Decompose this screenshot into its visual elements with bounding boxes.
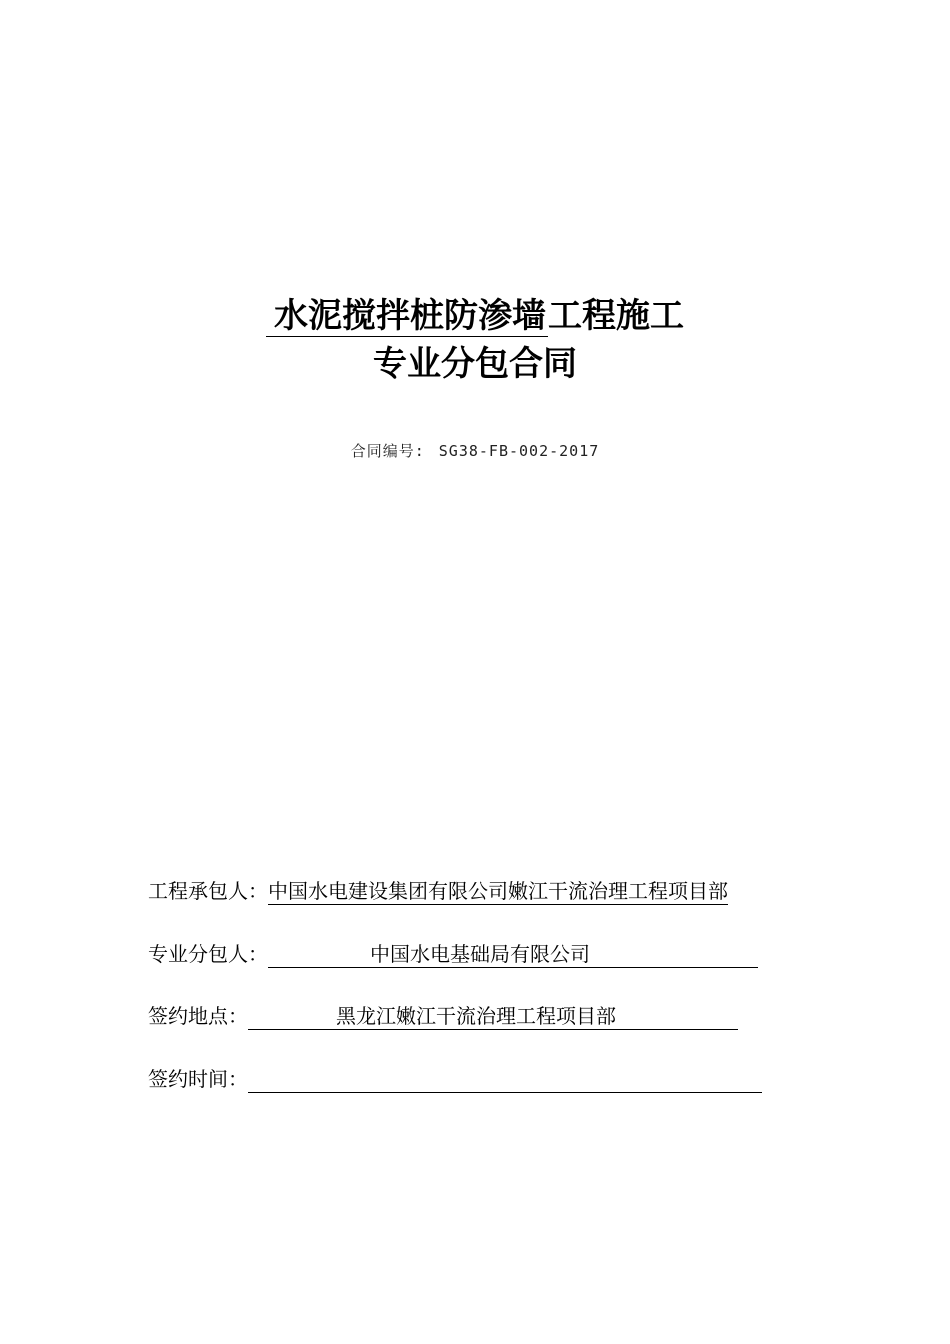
subcontractor-field <box>148 940 758 968</box>
signing-time-label: 签约时间： <box>148 1067 248 1091</box>
signing-time-blank <box>248 1070 762 1093</box>
signing-time-field <box>148 1065 762 1093</box>
signing-place-value-line <box>248 1003 738 1030</box>
document-subtitle: 专业分包合同 <box>373 344 577 384</box>
contractor-field <box>148 877 728 905</box>
contractor-label: 工程承包人： <box>148 879 268 903</box>
document-title <box>0 294 950 338</box>
subcontractor-value: 中国水电基础局有限公司 <box>370 942 590 966</box>
project-name: 水泥搅拌桩防渗墙 <box>266 296 548 337</box>
signing-place-field <box>148 1002 738 1030</box>
subcontractor-label: 专业分包人： <box>148 942 268 966</box>
subcontractor-value-line <box>268 941 758 968</box>
contract-number-value: SG38-FB-002-2017 <box>438 442 600 460</box>
signing-place-label: 签约地点： <box>148 1004 248 1028</box>
title-suffix: 工程施工 <box>548 296 684 336</box>
contract-number-label: 合同编号: <box>350 442 425 460</box>
signing-place-value: 黑龙江嫩江干流治理工程项目部 <box>336 1004 616 1028</box>
contractor-value: 中国水电建设集团有限公司嫩江干流治理工程项目部 <box>268 879 728 903</box>
contract-number <box>0 440 950 461</box>
